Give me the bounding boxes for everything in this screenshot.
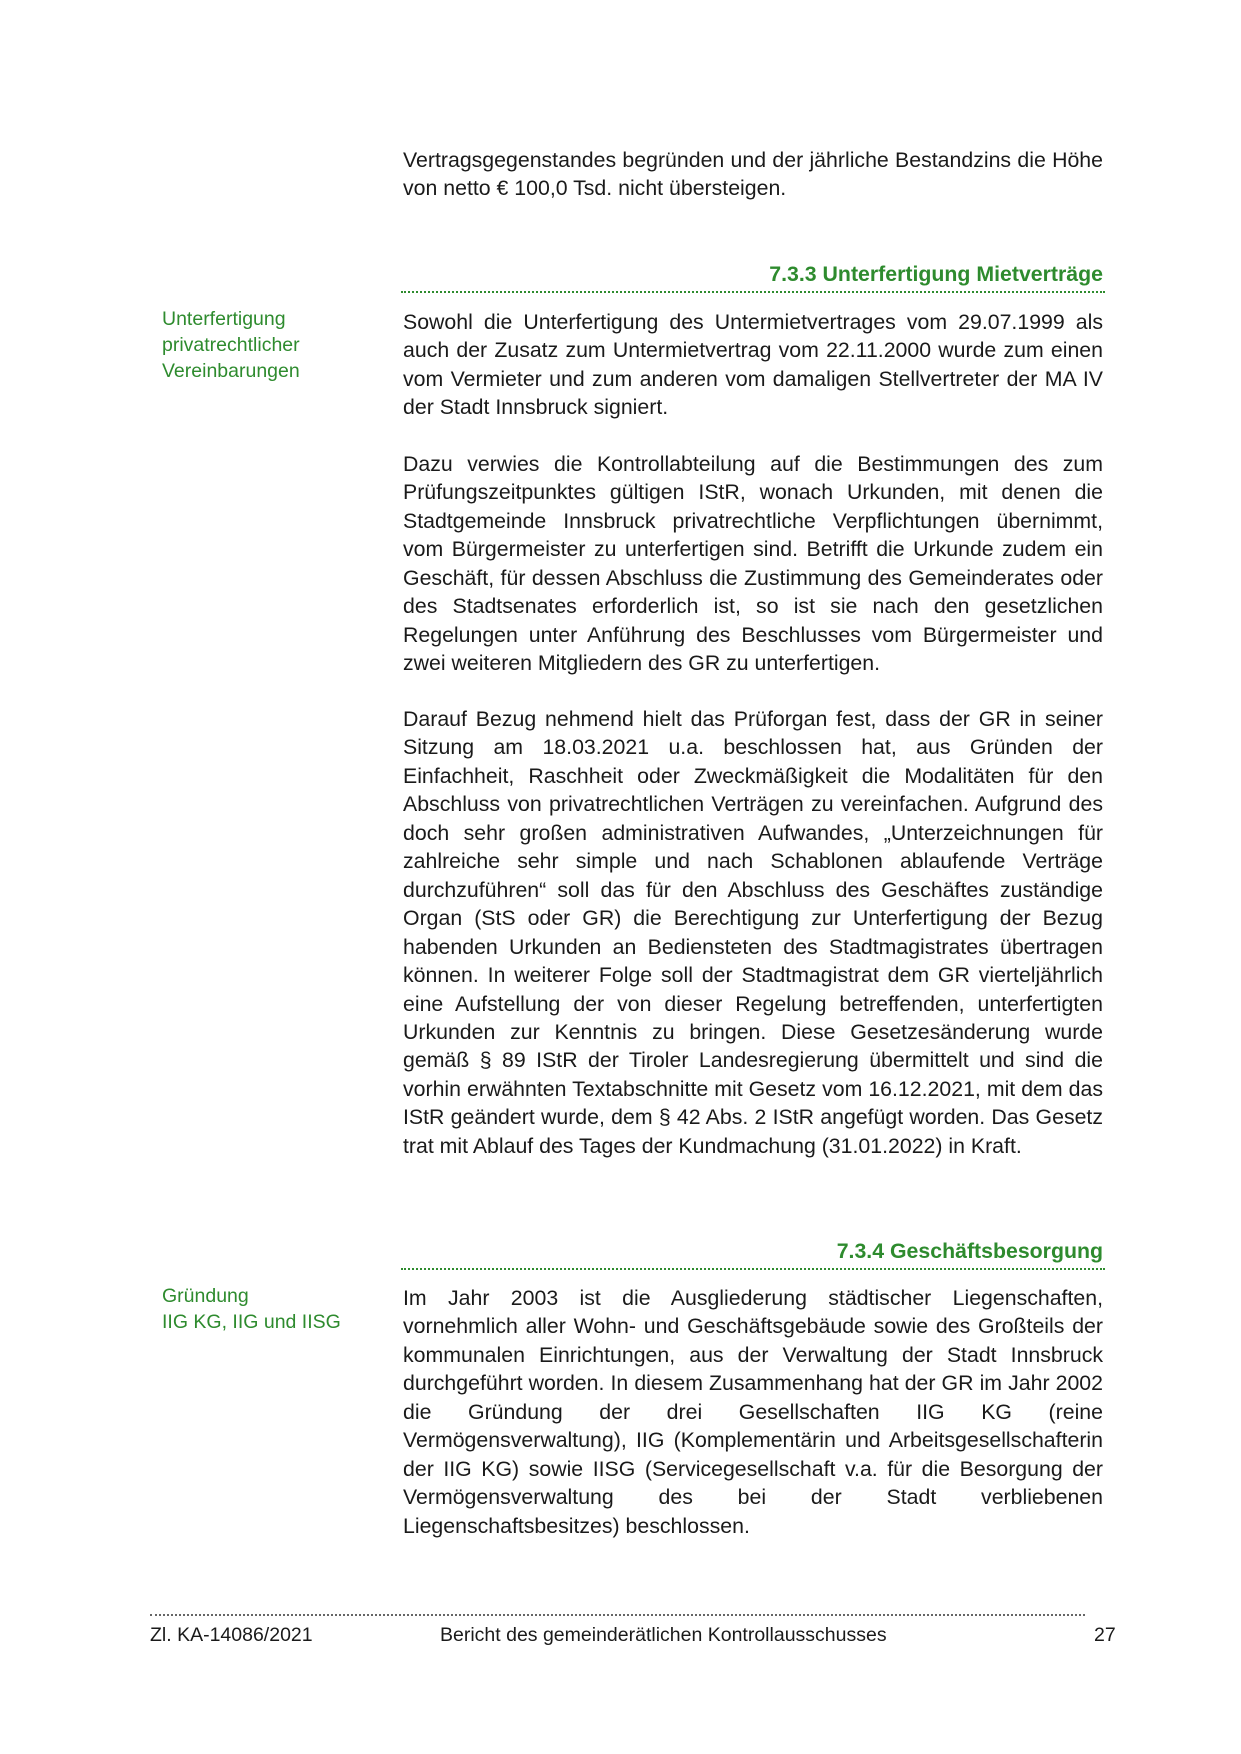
section-divider: [401, 291, 1105, 293]
footer-divider: [150, 1614, 1085, 1616]
margin-note-line: IIG KG, IIG und IISG: [162, 1311, 341, 1333]
margin-note-line: privatrechtlicher: [162, 334, 300, 356]
margin-note-line: Vereinbarungen: [162, 360, 300, 382]
margin-note-gruendung: [162, 1283, 392, 1335]
section-heading-7-3-4: 7.3.4 Geschäftsbesorgung: [836, 1239, 1103, 1263]
margin-note-line: Gründung: [162, 1285, 249, 1307]
section-heading-7-3-3: 7.3.3 Unterfertigung Mietverträge: [769, 262, 1103, 286]
intro-paragraph: Vertragsgegenstandes begründen und der jährliche Bestandzins die Höhe von netto € 100,0 Tsd. nicht übersteigen.: [403, 148, 1103, 201]
paragraph: Im Jahr 2003 ist die Ausgliederung städtischer Liegenschaften, vornehmlich aller Wohn- und Geschäftsgebäude sowie des Großteils der kommunalen Einrichtungen, aus der Verwaltung der Stadt Innsbruck durchgeführt worden. In diesem Zusammenhang hat der GR im Jahr 2002 die Gründung der drei Gesellschaften IIG KG (reine Vermögensverwaltung), IIG (Komplementärin und Arbeitsgesellschafterin der IIG KG) sowie IISG (Servicegesellschaft v.a. für die Besorgung der Vermögensverwaltung des bei der Stadt verbliebenen Liegenschaftsbesitzes) beschlossen.: [403, 1286, 1103, 1538]
margin-note-line: Unterfertigung: [162, 308, 286, 330]
paragraph: Darauf Bezug nehmend hielt das Prüforgan fest, dass der GR in seiner Sitzung am 18.03.2021 u.a. beschlossen hat, aus Gründen der Einfachheit, Raschheit oder Zweckmäßigkeit die Modalitäten für den Abschluss von privatrechtlichen Verträgen zu vereinfachen. Aufgrund des doch sehr großen administrativen Aufwandes, „Unterzeichnungen für zahlreiche sehr simple und nach Schablonen ablaufende Verträge durchzuführen“ soll das für den Abschluss des Geschäftes zuständige Organ (StS oder GR) die Berechtigung zur Unterfertigung der Bezug habenden Urkunden an Bediensteten des Stadtmagistrates übertragen können. In weiterer Folge soll der Stadtmagistrat dem GR vierteljährlich eine Aufstellung der von dieser Regelung betreffenden, unterfertigten Urkunden zur Kenntnis zu bringen. Diese Gesetzesänderung wurde gemäß § 89 IStR der Tiroler Landesregierung übermittelt und sind die vorhin erwähnten Textabschnitte mit Gesetz vom 16.12.2021, mit dem das IStR geändert wurde, dem § 42 Abs. 2 IStR angefügt worden. Das Gesetz trat mit Ablauf des Tages der Kundmachung (31.01.2022) in Kraft.: [403, 707, 1103, 1158]
page-number: 27: [1094, 1624, 1116, 1646]
paragraph: Sowohl die Unterfertigung des Untermietvertrages vom 29.07.1999 als auch der Zusatz zum Untermietvertrag vom 22.11.2000 wurde zum einen vom Vermieter und zum anderen vom damaligen Stellvertreter der MA IV der Stadt Innsbruck signiert.: [403, 310, 1103, 420]
paragraph: Dazu verwies die Kontrollabteilung auf die Bestimmungen des zum Prüfungszeitpunktes gültigen IStR, wonach Urkunden, mit denen die Stadtgemeinde Innsbruck privatrechtliche Verpflichtungen übernimmt, vom Bürgermeister zu unterfertigen sind. Betrifft die Urkunde zudem ein Geschäft, für dessen Abschluss die Zustimmung des Gemeinderates oder des Stadtsenates erforderlich ist, so ist sie nach den gesetzlichen Regelungen unter Anführung des Beschlusses vom Bürgermeister und zwei weiteren Mitgliedern des GR zu unterfertigen.: [403, 452, 1103, 676]
footer-title: Bericht des gemeinderätlichen Kontrollausschusses: [440, 1624, 887, 1646]
section-divider: [401, 1268, 1105, 1270]
margin-note-unterfertigung: [162, 306, 392, 384]
footer-reference: Zl. KA-14086/2021: [150, 1624, 313, 1646]
